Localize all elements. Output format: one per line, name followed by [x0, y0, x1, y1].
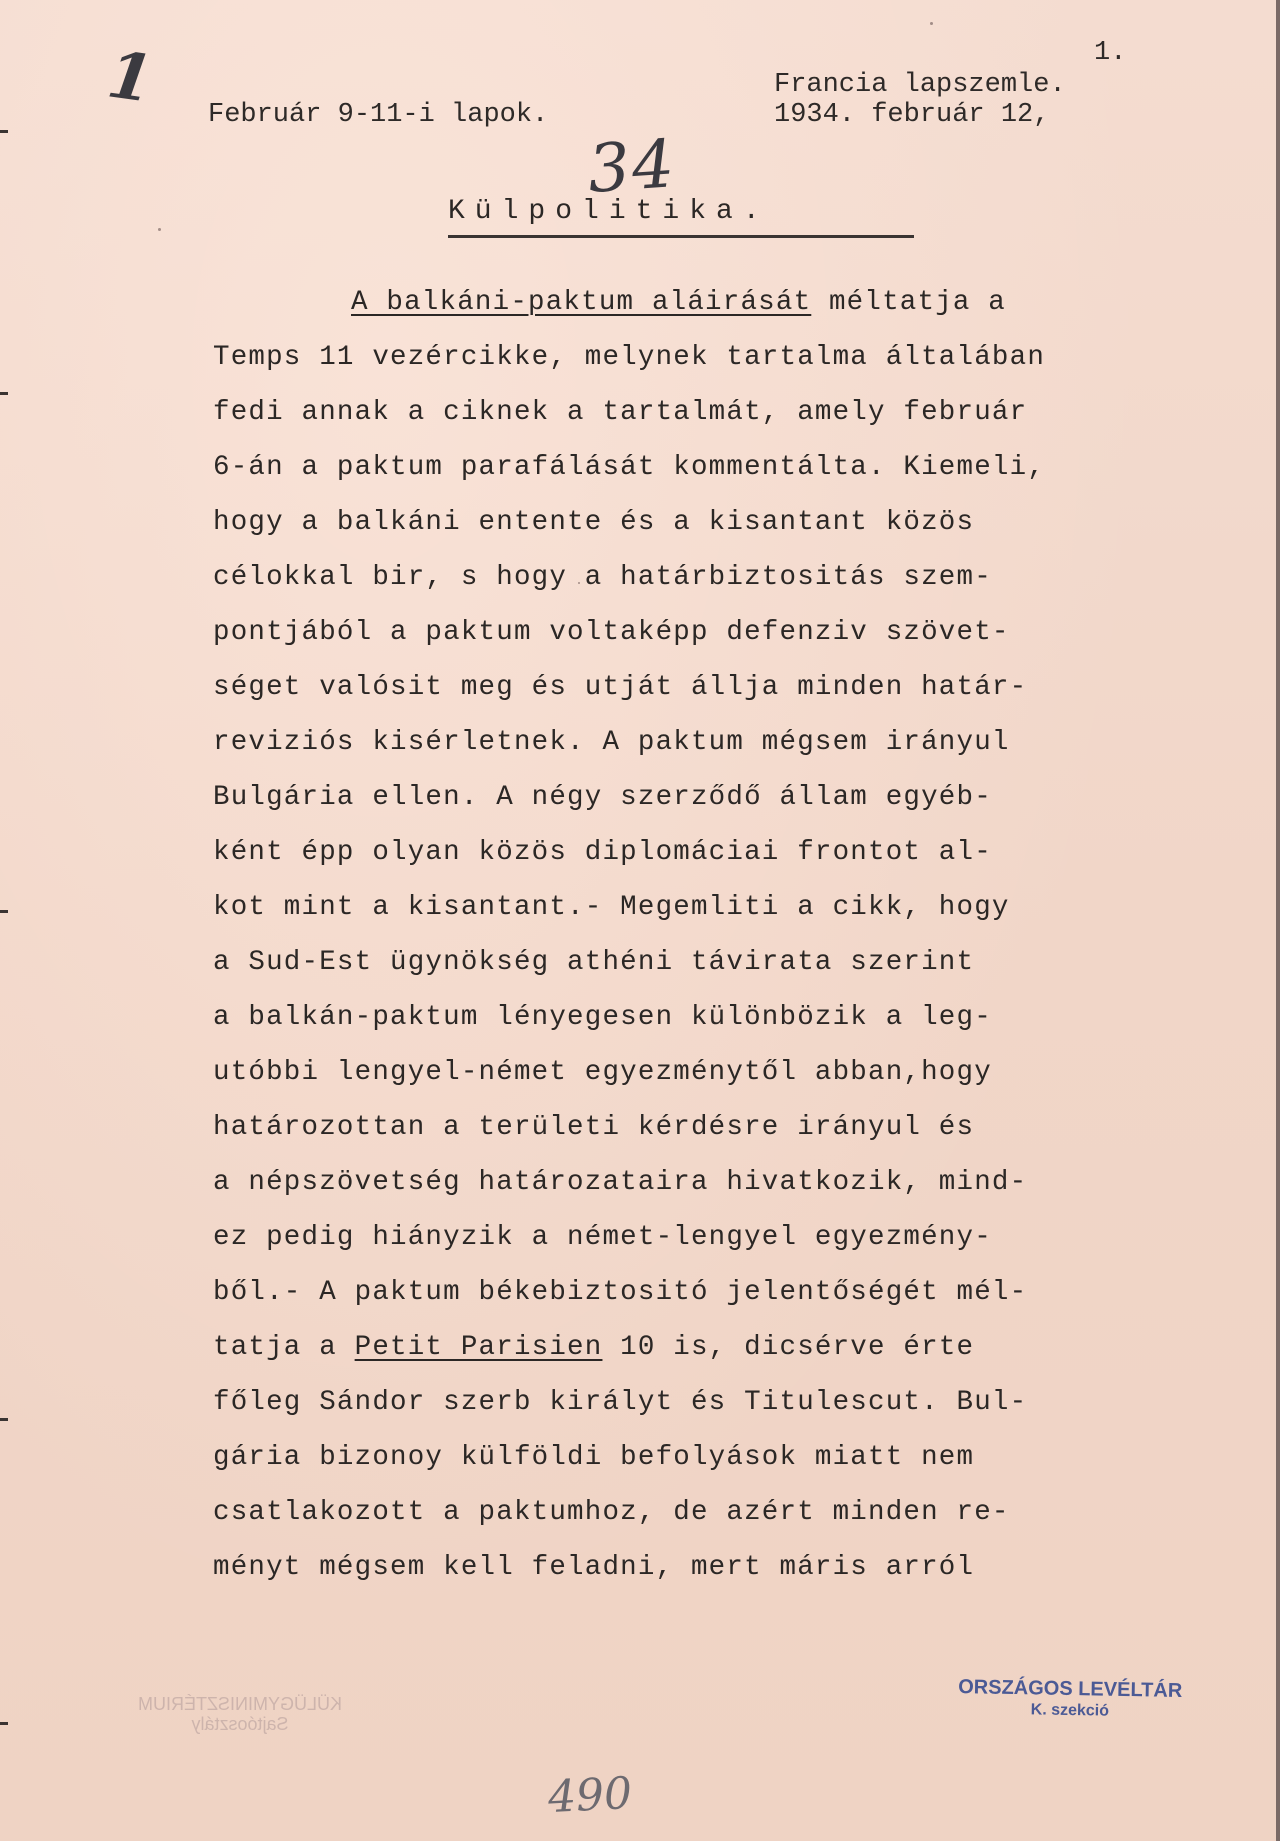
binder-mark — [0, 910, 8, 913]
binder-mark — [0, 1418, 8, 1421]
body-line: célokkal bir, s hogy a határbiztositás szem- — [213, 562, 992, 593]
paper-speck — [158, 228, 161, 231]
body-line: ez pedig hiányzik a német-lengyel egyezmény- — [213, 1222, 992, 1253]
header-sources: Február 9-11-i lapok. — [208, 100, 549, 130]
paper-speck — [930, 22, 933, 25]
body-line: Bulgária ellen. A négy szerződő állam egyéb- — [213, 782, 992, 813]
body-line: utóbbi lengyel-német egyezménytől abban,hogy — [213, 1057, 992, 1088]
archive-stamp-title: ORSZÁGOS LEVÉLTÁR — [958, 1676, 1183, 1702]
handwritten-folio-number: 1 — [102, 37, 158, 118]
body-line: határozottan a területi kérdésre irányul és — [213, 1112, 975, 1143]
binder-mark — [0, 1722, 8, 1725]
body-line: ből.- A paktum békebiztositó jelentőségét mél- — [213, 1277, 1028, 1308]
body-line: ményt mégsem kell feladni, mert máris arról — [213, 1552, 975, 1583]
header-series: Francia lapszemle. — [774, 70, 1066, 100]
handwritten-document-number: 34 — [585, 125, 679, 208]
body-line: ként épp olyan közös diplomáciai frontot al- — [213, 837, 992, 868]
handwritten-page-number: 490 — [546, 1767, 634, 1824]
body-line: tatja a Petit Parisien 10 is, dicsérve érte — [213, 1332, 975, 1363]
body-line: csatlakozott a paktumhoz, de azért minden re- — [213, 1497, 1010, 1528]
body-line: séget valósit meg és utját állja minden határ- — [213, 672, 1028, 703]
body-line: fedi annak a ciknek a tartalmát, amely február — [213, 397, 1028, 428]
binder-mark — [0, 392, 8, 395]
header-date: 1934. február 12, — [774, 100, 1050, 130]
page-edge — [1276, 0, 1280, 1841]
header-page-number: 1. — [1094, 38, 1127, 68]
faded-stamp: KÜLÜGYMINISZTÉRIUM Sajtóosztály — [138, 1694, 343, 1734]
archive-stamp — [958, 1676, 1183, 1724]
body-line: főleg Sándor szerb királyt és Titulescut. Bul- — [213, 1387, 1028, 1418]
section-title-underline — [448, 235, 914, 238]
article-body — [213, 288, 1153, 1608]
body-line: Temps 11 vezércikke, melynek tartalma általában — [213, 342, 1046, 373]
underlined-topic: A balkáni-paktum aláirását — [351, 287, 812, 318]
section-title: Külpolitika. — [448, 196, 770, 227]
body-line: reviziós kisérletnek. A paktum mégsem irányul — [213, 727, 1010, 758]
body-line: 6-án a paktum parafálását kommentálta. Kiemeli, — [213, 452, 1046, 483]
body-line: a balkán-paktum lényegesen különbözik a leg- — [213, 1002, 992, 1033]
archive-stamp-section: K. szekció — [1030, 1701, 1110, 1720]
binder-mark — [0, 130, 8, 133]
body-line: pontjából a paktum voltaképp defenziv szövet- — [213, 617, 1010, 648]
body-line: hogy a balkáni entente és a kisantant közös — [213, 507, 975, 538]
body-line: kot mint a kisantant.- Megemliti a cikk, hogy — [213, 892, 1010, 923]
body-line: a Sud-Est ügynökség athéni távirata szerint — [213, 947, 975, 978]
body-line: A balkáni-paktum aláirását méltatja a — [351, 287, 1007, 318]
underlined-newspaper: Petit Parisien — [354, 1332, 603, 1363]
body-line: a népszövetség határozataira hivatkozik, mind- — [213, 1167, 1028, 1198]
body-line: gária bizonoy külföldi befolyások miatt nem — [213, 1442, 975, 1473]
